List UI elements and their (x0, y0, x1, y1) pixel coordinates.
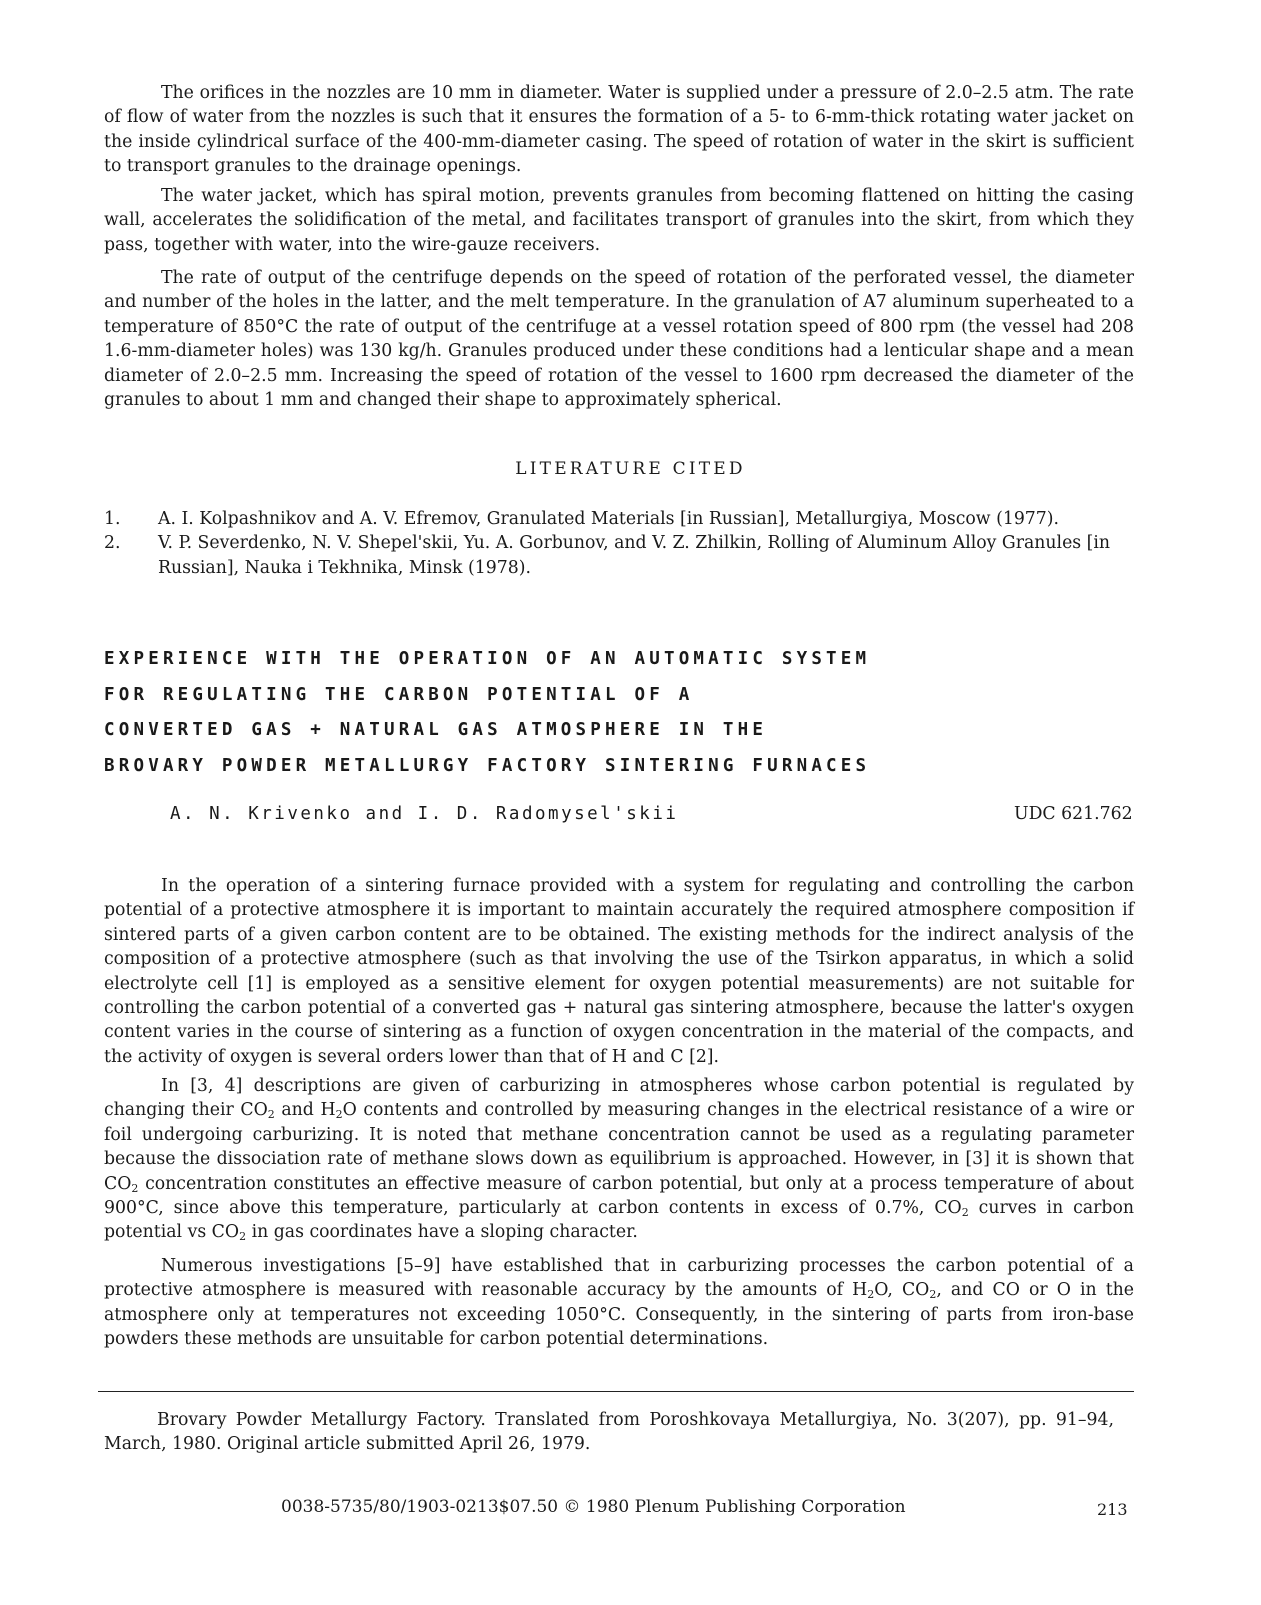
body-paragraph: The orifices in the nozzles are 10 mm in diameter. Water is supplied under a pressure of 2.0–2.5 atm. The rate of flow of water from the nozzles is such that it ensures the formation of a 5- to 6-mm-thick rotating water jacket on the inside cylindrical surface of the 400-mm-diameter casing. The speed of rotation of water in the skirt is sufficient to transport granules to the drainage openings. (104, 83, 1134, 177)
reference-text: V. P. Severdenko, N. V. Shepel'skii, Yu. A. Gorbunov, and V. Z. Zhilkin, Rolling of Aluminum Alloy Granules [in Russian], Nauka i Tekhnika, Minsk (1978). (158, 533, 1111, 578)
title-line: BROVARY POWDER METALLURGY FACTORY SINTERING FURNACES (104, 755, 871, 776)
udc-code: UDC 621.762 (1014, 804, 1133, 824)
title-line: EXPERIENCE WITH THE OPERATION OF AN AUTOMATIC SYSTEM (104, 649, 871, 669)
body-paragraph: Numerous investigations [5–9] have established that in carburizing processes the carbon potential of a protective atmosphere is measured with reasonable accuracy by the amounts of $H_2O$, $CO_2$, and CO or O in the atmosphere only at temperatures not exceeding 1050°C. Consequently, in the sintering of parts from iron-base powders these methods are unsuitable for carbon potential determinations. (104, 1256, 1134, 1350)
body-paragraph: The water jacket, which has spiral motion, prevents granules from becoming flattened on hitting the casing wall, accelerates the solidification of the metal, and facilitates transport of granules into the skirt, from which they pass, together with water, into the wire-gauze receivers. (104, 186, 1134, 255)
body-paragraph: In the operation of a sintering furnace provided with a system for regulating and controlling the carbon potential of a protective atmosphere it is important to maintain accurately the required atmosphere composition if sintered parts of a given carbon content are to be obtained. The existing methods for the indirect analysis of the composition of a protective atmosphere (such as that involving the use of the Tsirkon apparatus, in which a solid electrolyte cell [1] is employed as a sensitive element for oxygen potential measurements) are not suitable for controlling the carbon potential of a converted gas + natural gas sintering atmosphere, because the latter's oxygen content varies in the course of sintering as a function of oxygen concentration in the material of the compacts, and the activity of oxygen is several orders lower than that of H and C [2]. (104, 876, 1134, 1067)
publisher-code: 0038-5735/80/1903-0213$07.50 © 1980 Plenum Publishing Corporation (281, 1497, 906, 1517)
reference-item (104, 531, 1144, 580)
reference-number: 2. (104, 533, 121, 554)
title-line: CONVERTED GAS + NATURAL GAS ATMOSPHERE IN THE (104, 720, 768, 740)
reference-text: A. I. Kolpashnikov and A. V. Efremov, Granulated Materials [in Russian], Metallurgiya, Moscow (1977). (158, 509, 1060, 529)
reference-number: 1. (104, 509, 121, 529)
title-line: FOR REGULATING THE CARBON POTENTIAL OF A (104, 684, 694, 705)
page-number: 213 (1097, 1500, 1128, 1519)
article-authors: A. N. Krivenko and I. D. Radomysel'skii (170, 804, 679, 824)
footnote-divider (98, 1391, 1134, 1392)
reference-item (104, 507, 1144, 531)
article-title (104, 642, 1204, 784)
body-paragraph: The rate of output of the centrifuge depends on the speed of rotation of the perforated vessel, the diameter and number of the holes in the latter, and the melt temperature. In the granulation of A7 aluminum superheated to a temperature of 850°C the rate of output of the centrifuge at a vessel rotation speed of 800 rpm (the vessel had 208 1.6-mm-diameter holes) was 130 kg/h. Granules produced under these conditions had a lenticular shape and a mean diameter of 2.0–2.5 mm. Increasing the speed of rotation of the vessel to 1600 rpm decreased the diameter of the granules to about 1 mm and changed their shape to approximately spherical. (104, 268, 1134, 411)
footnote: Brovary Powder Metallurgy Factory. Translated from Poroshkovaya Metallurgiya, No. 3(207), pp. 91–94, March, 1980. Original article submitted April 26, 1979. (104, 1410, 1114, 1455)
reference-list (104, 507, 1144, 580)
literature-heading: LITERATURE CITED (515, 459, 746, 479)
body-paragraph: In [3, 4] descriptions are given of carburizing in atmospheres whose carbon potential is regulated by changing their $CO_2$ and $H_2O$ contents and controlled by measuring changes in the electrical resistance of a wire or foil undergoing carburizing. It is noted that methane concentration cannot be used as a regulating parameter because the dissociation rate of methane slows down as equilibrium is approached. However, in [3] it is shown that $CO_2$ concentration constitutes an effective measure of carbon potential, but only at a process temperature of about 900°C, since above this temperature, particularly at carbon contents in excess of 0.7%, $CO_2$ curves in carbon potential vs $CO_2$ in gas coordinates have a sloping character. (104, 1076, 1134, 1244)
